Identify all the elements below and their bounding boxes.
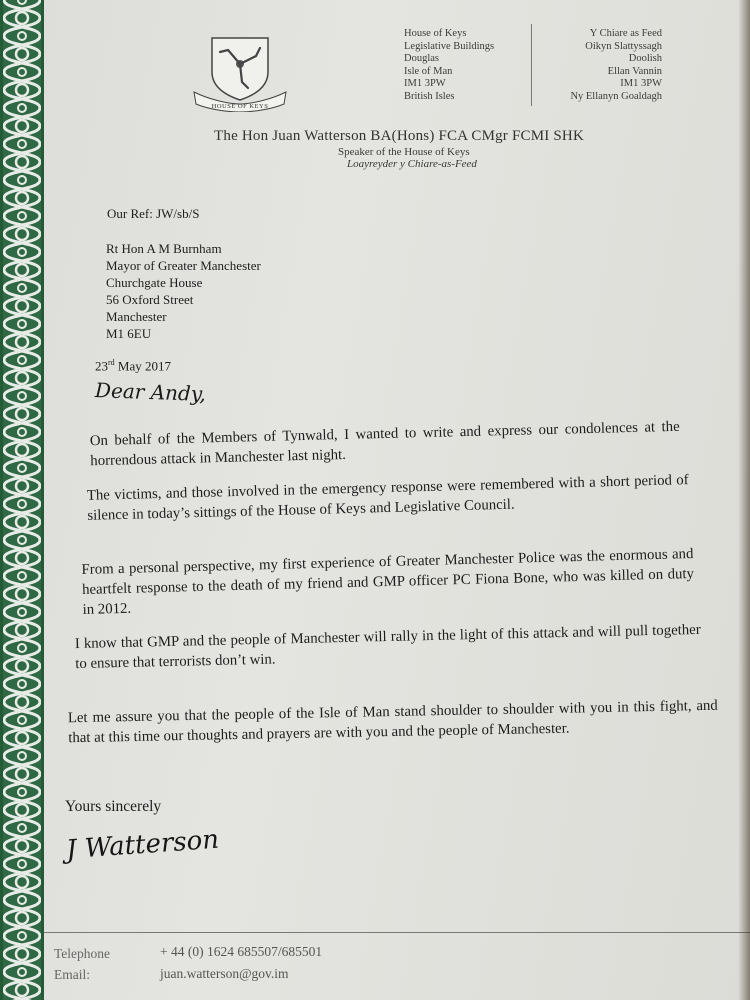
body-paragraph: On behalf of the Members of Tynwald, I wanted to write and express our condolences at the horrendous attack in Manchester last night. <box>89 418 680 470</box>
body-paragraph: Let me assure you that the people of the Isle of Man stand shoulder to shoulder with you in this fight, and that at this time our thoughts and prayers are with you and the people of Manchester. <box>67 697 718 747</box>
address-line: Ellan Vannin <box>607 65 662 77</box>
address-line: Doolish <box>628 53 662 65</box>
date-day: 23 <box>95 358 108 374</box>
letter-date <box>95 358 171 374</box>
address-divider <box>531 24 532 106</box>
page-edge-shadow <box>738 0 750 1000</box>
address-line: Douglas <box>404 53 439 65</box>
recipient-line: Rt Hon A M Burnham <box>106 241 222 256</box>
address-line: British Isles <box>404 90 455 102</box>
address-line: Oikyn Slattyssagh <box>585 40 662 52</box>
recipient-address <box>106 240 261 342</box>
handwritten-signature: J Watterson <box>65 824 220 866</box>
reference-line: Our Ref: JW/sb/S <box>107 206 200 221</box>
address-line: IM1 3PW <box>620 78 662 90</box>
body-paragraph: I know that GMP and the people of Manchester will rally in the light of this attack and will pull together to ensure that terrorists don’t win. <box>74 621 701 673</box>
telephone-label: Telephone <box>54 946 111 961</box>
closing-line: Yours sincerely <box>65 798 162 815</box>
crest-banner-text: HOUSE OF KEYS <box>211 103 269 110</box>
recipient-line: Churchgate House <box>106 275 203 290</box>
speaker-role-manx: Loayreyder y Chiare-as-Feed <box>347 158 477 170</box>
address-line: Y Chiare as Feed <box>589 28 662 39</box>
body-paragraph: From a personal perspective, my first experience of Greater Manchester Police was the enormous and heartfelt response to the death of my friend and GMP officer PC Fiona Bone, who was killed on duty in 2012. <box>81 545 695 619</box>
address-manx <box>570 28 662 104</box>
date-month-year: May 2017 <box>114 358 172 374</box>
body-paragraph: The victims, and those involved in the emergency response were remembered with a short period of silence in today’s sittings of the House of Keys and Legislative Council. <box>86 472 689 524</box>
recipient-line: M1 6EU <box>106 326 152 341</box>
address-line: Legislative Buildings <box>404 40 495 52</box>
address-line: House of Keys <box>404 28 467 39</box>
address-line: Ny Ellanyn Goaldagh <box>570 90 662 102</box>
recipient-line: 56 Oxford Street <box>106 292 194 307</box>
speaker-role: Speaker of the House of Keys <box>338 146 470 158</box>
recipient-line: Manchester <box>106 309 167 324</box>
date-suffix: rd <box>108 358 115 367</box>
address-line: IM1 3PW <box>404 78 446 90</box>
address-english <box>404 28 494 104</box>
telephone-value: + 44 (0) 1624 685507/685501 <box>160 944 323 959</box>
speaker-name: The Hon Juan Watterson BA(Hons) FCA CMgr FCMI SHK <box>214 128 584 144</box>
email-label: Email: <box>54 967 90 982</box>
address-line: Isle of Man <box>404 65 453 77</box>
recipient-line: Mayor of Greater Manchester <box>106 258 261 273</box>
footer-divider <box>44 932 750 933</box>
email-value: juan.watterson@gov.im <box>160 966 289 981</box>
handwritten-salutation: Dear Andy, <box>94 378 207 406</box>
house-of-keys-crest <box>190 30 290 112</box>
